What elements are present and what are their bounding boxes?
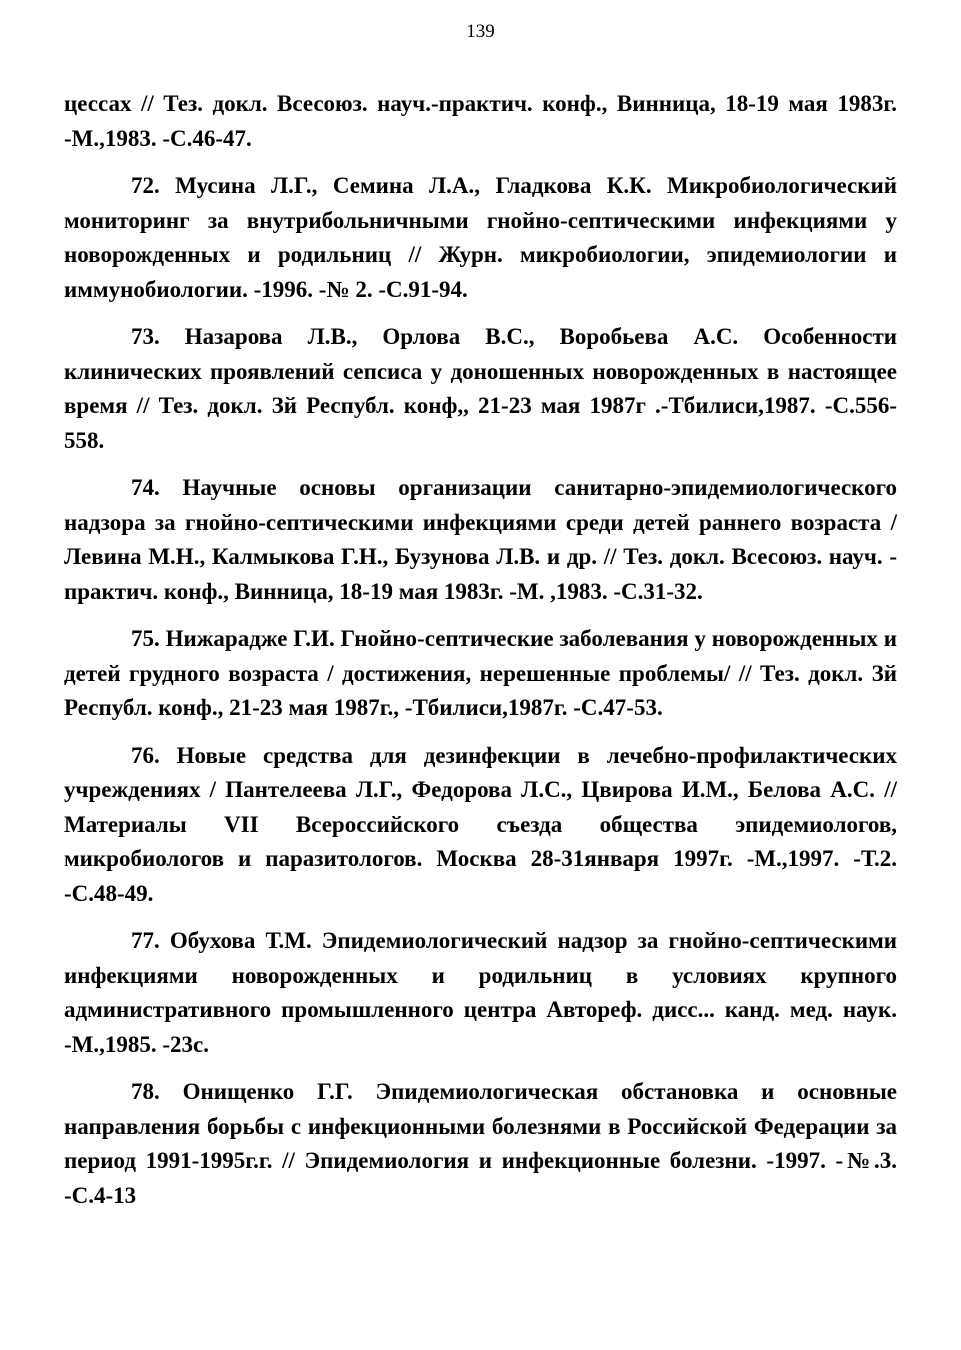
bibliography-entry-73: 73. Назарова Л.В., Орлова В.С., Воробьева А.С. Особенности клинических проявлений сепсиса у доношенных новорожденных в настоящее время // Тез. докл. Зй Республ. конф,, 21-23 мая 1987г .-Тбилиси,1987. -С.556-558. <box>64 324 897 453</box>
page-number: 139 <box>466 21 495 42</box>
bibliography-entry-77: 77. Обухова Т.М. Эпидемиологический надзор за гнойно-септическими инфекциями новорожденных и родильниц в условиях крупного административного промышленного центра Автореф. дисс... канд. мед. наук. -М.,1985. -23с. <box>64 928 897 1057</box>
bibliography-entry-74: 74. Научные основы организации санитарно-эпидемиологического надзора за гнойно-септическими инфекциями среди детей раннего возраста / Левина М.Н., Калмыкова Г.Н., Бузунова Л.В. и др. // Тез. докл. Всесоюз. науч. - практич. конф., Винница, 18-19 мая 1983г. -М. ,1983. -С.31-32. <box>64 475 897 604</box>
bibliography-list <box>64 87 897 1226</box>
bibliography-entry-76: 76. Новые средства для дезинфекции в лечебно-профилактических учреждениях / Пантелеева Л.Г., Федорова Л.С., Цвирова И.М., Белова А.С. // Материалы VII Всероссийского съезда общества эпидемиологов, микробиологов и паразитологов. Москва 28-31января 1997г. -М.,1997. -Т.2. -С.48-49. <box>64 742 897 906</box>
bibliography-entry-75: 75. Нижарадже Г.И. Гнойно-септические заболевания у новорожденных и детей грудного возраста / достижения, нерешенные проблемы/ // Тез. докл. Зй Республ. конф., 21-23 мая 1987г., -Тбилиси,1987г. -С.47-53. <box>64 626 897 720</box>
bibliography-entry-78: 78. Онищенко Г.Г. Эпидемиологическая обстановка и основные направления борьбы с инфекционными болезнями в Российской Федерации за период 1991-1995г.г. // Эпидемиология и инфекционные болезни. -1997. -№.3. -С.4-13 <box>64 1079 897 1208</box>
bibliography-entry-continuation: цессах // Тез. докл. Всесоюз. науч.-практич. конф., Винница, 18-19 мая 1983г. -М.,1983. -С.46-47. <box>64 91 897 151</box>
bibliography-entry-72: 72. Мусина Л.Г., Семина Л.А., Гладкова К.К. Микробиологический мониторинг за внутрибольничными гнойно-септическими инфекциями у новорожденных и родильниц // Журн. микробиологии, эпидемиологии и иммунобиологии. -1996. -№ 2. -С.91-94. <box>64 173 897 302</box>
